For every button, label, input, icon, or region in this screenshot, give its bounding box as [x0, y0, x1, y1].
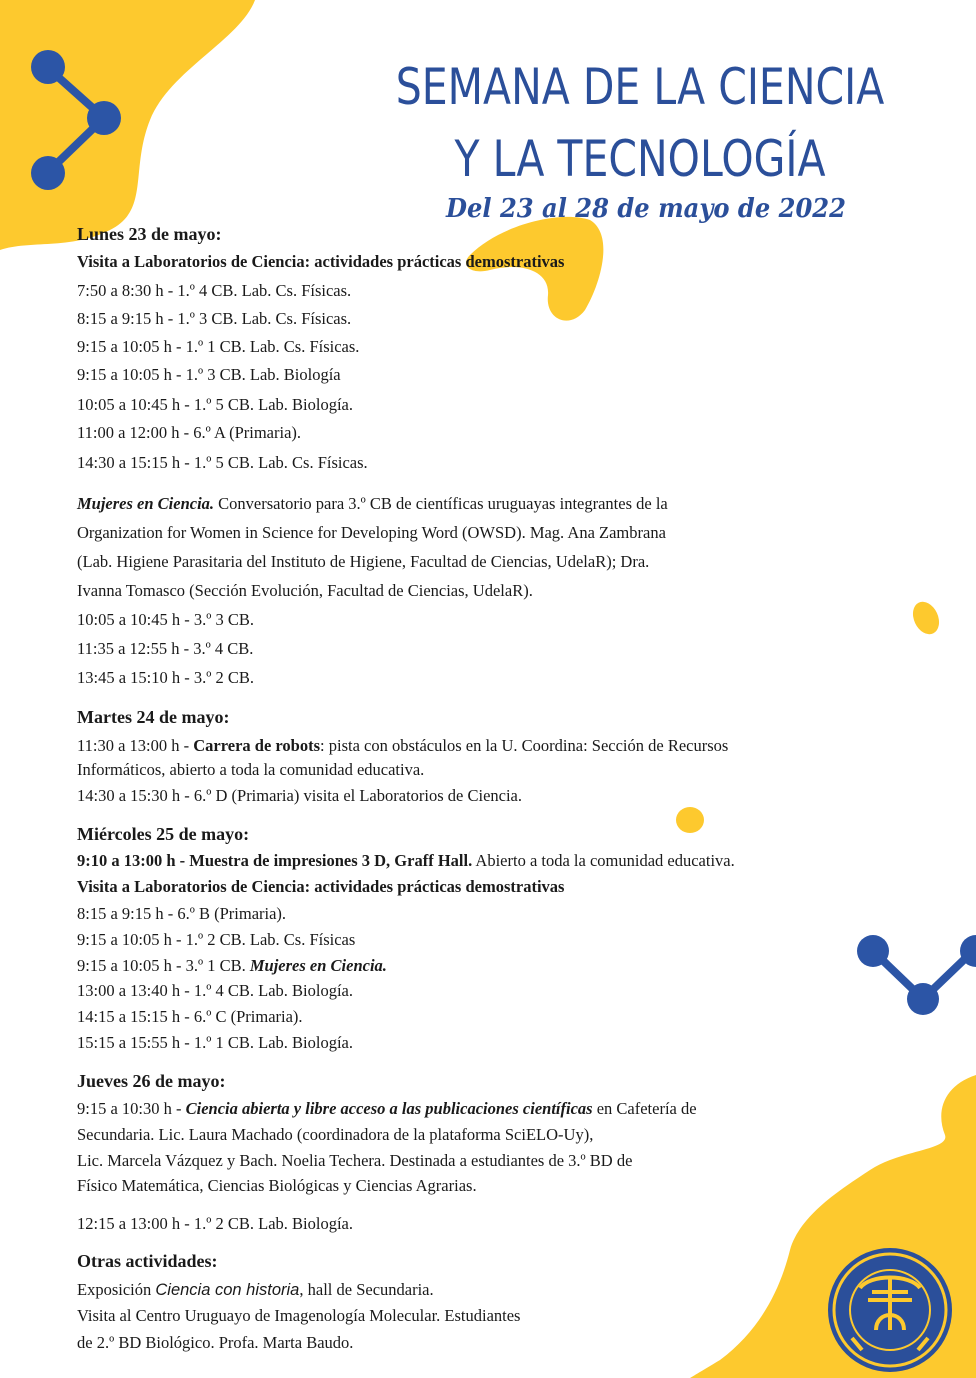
page-title-line-1: SEMANA DE LA CIENCIA: [395, 58, 885, 116]
open-science-line-1: [77, 1099, 697, 1119]
list-item: 13:45 a 15:10 h - 3.º 2 CB.: [77, 668, 254, 687]
list-item: 11:00 a 12:00 h - 6.º A (Primaria).: [77, 423, 302, 442]
women-paragraph-line-1: [77, 494, 668, 514]
list-item: 10:05 a 10:45 h - 1.º 5 CB. Lab. Biología.: [77, 395, 353, 414]
visit-line-1: Visita al Centro Uruguayo de Imagenología Molecular. Estudiantes: [77, 1306, 521, 1325]
wednesday-lab-visit: Visita a Laboratorios de Ciencia: actividades prácticas demostrativas: [77, 877, 565, 896]
list-item: 9:15 a 10:05 h - 1.º 2 CB. Lab. Cs. Físicas: [77, 930, 356, 949]
expo-title: Ciencia con historia: [155, 1281, 300, 1299]
open-science-time: 9:15 a 10:30 h -: [77, 1099, 186, 1118]
list-item: 10:05 a 10:45 h - 3.º 3 CB.: [77, 610, 254, 629]
robots-line-2: Informáticos, abierto a toda la comunidad educativa.: [77, 760, 425, 779]
open-science-title: Ciencia abierta y libre acceso a las publicaciones científicas: [185, 1099, 593, 1118]
visit-line-2: de 2.º BD Biológico. Profa. Marta Baudo.: [77, 1333, 354, 1352]
page-title-line-2: Y LA TECNOLOGÍA: [454, 130, 826, 188]
list-item: 14:30 a 15:30 h - 6.º D (Primaria) visita el Laboratorios de Ciencia.: [77, 786, 523, 805]
wednesday-heading: Miércoles 25 de mayo:: [77, 824, 250, 844]
list-item: 9:15 a 10:05 h - 1.º 1 CB. Lab. Cs. Físicas.: [77, 337, 360, 356]
women-paragraph-line-4: Ivanna Tomasco (Sección Evolución, Facultad de Ciencias, UdelaR).: [77, 581, 533, 600]
list-item: 15:15 a 15:55 h - 1.º 1 CB. Lab. Biología.: [77, 1033, 353, 1052]
women-paragraph-line-3: (Lab. Higiene Parasitaria del Instituto de Higiene, Facultad de Ciencias, UdelaR); Dra.: [77, 552, 650, 571]
list-item: 8:15 a 9:15 h - 1.º 3 CB. Lab. Cs. Físicas.: [77, 309, 352, 328]
women-slot-time: 9:15 a 10:05 h - 3.º 1 CB.: [77, 956, 250, 975]
print-text: Abierto a toda la comunidad educativa.: [472, 851, 735, 870]
list-item: 14:15 a 15:15 h - 6.º C (Primaria).: [77, 1007, 303, 1026]
women-slot-title: Mujeres en Ciencia.: [249, 956, 387, 975]
robots-text: : pista con obstáculos en la U. Coordina: Sección de Recursos: [320, 736, 729, 755]
tuesday-heading: Martes 24 de mayo:: [77, 707, 230, 727]
print-line: [77, 851, 735, 871]
list-item: 14:30 a 15:15 h - 1.º 5 CB. Lab. Cs. Físicas.: [77, 453, 368, 472]
other-heading: Otras actividades:: [77, 1251, 218, 1271]
date-range: Del 23 al 28 de mayo de 2022: [446, 194, 846, 224]
women-title: Mujeres en Ciencia.: [77, 494, 215, 513]
open-science-line-3: Lic. Marcela Vázquez y Bach. Noelia Techera. Destinada a estudiantes de 3.º BD de: [77, 1151, 633, 1170]
list-item: 8:15 a 9:15 h - 6.º B (Primaria).: [77, 904, 287, 923]
monday-lab-visit: Visita a Laboratorios de Ciencia: actividades prácticas demostrativas: [77, 252, 565, 271]
thursday-heading: Jueves 26 de mayo:: [77, 1071, 226, 1091]
expo-text: , hall de Secundaria.: [299, 1280, 434, 1299]
women-paragraph-line-2: Organization for Women in Science for Developing Word (OWSD). Mag. Ana Zambrana: [77, 523, 666, 542]
robots-title: Carrera de robots: [193, 736, 321, 755]
list-item: 9:15 a 10:05 h - 1.º 3 CB. Lab. Biología: [77, 365, 341, 384]
open-science-line-4: Físico Matemática, Ciencias Biológicas y Ciencias Agrarias.: [77, 1176, 477, 1195]
open-science-line-2: Secundaria. Lic. Laura Machado (coordinadora de la plataforma SciELO-Uy),: [77, 1125, 594, 1144]
list-item: 7:50 a 8:30 h - 1.º 4 CB. Lab. Cs. Físicas.: [77, 281, 352, 300]
robots-time: 11:30 a 13:00 h -: [77, 736, 194, 755]
list-item: 11:35 a 12:55 h - 3.º 4 CB.: [77, 639, 254, 658]
expo-prefix: Exposición: [77, 1280, 156, 1299]
robots-line-1: [77, 736, 728, 756]
open-science-text: en Cafetería de: [592, 1099, 697, 1118]
women-text: Conversatorio para 3.º CB de científicas uruguayas integrantes de la: [214, 494, 668, 513]
list-item: 13:00 a 13:40 h - 1.º 4 CB. Lab. Biología.: [77, 981, 353, 1000]
monday-heading: Lunes 23 de mayo:: [77, 224, 222, 244]
expo-line: [77, 1280, 434, 1300]
list-item: 12:15 a 13:00 h - 1.º 2 CB. Lab. Biología.: [77, 1214, 353, 1233]
list-item: [77, 956, 387, 976]
print-title: 9:10 a 13:00 h - Muestra de impresiones 3 D, Graff Hall.: [77, 851, 473, 870]
